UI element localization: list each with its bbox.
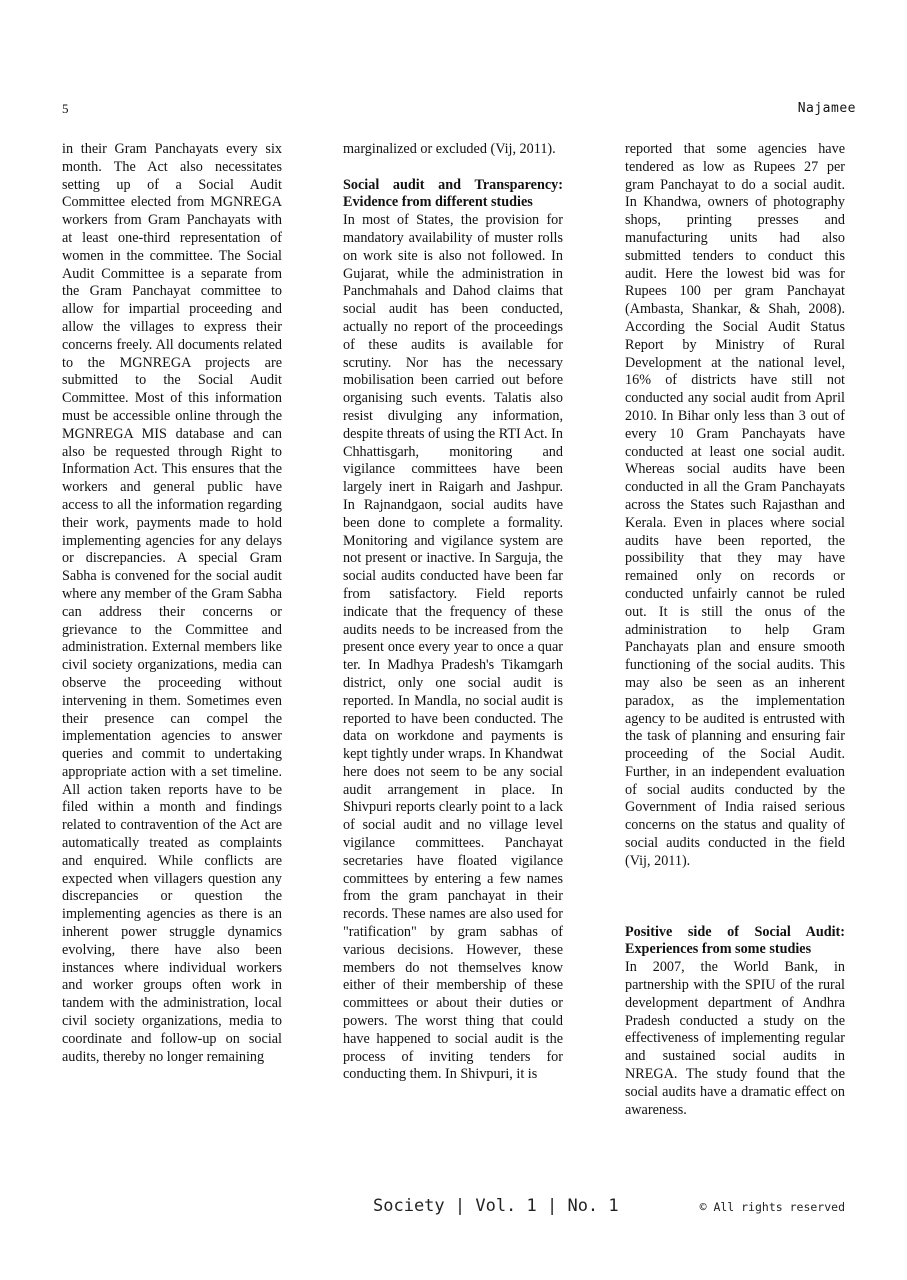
running-header-author: Najamee [797, 101, 856, 116]
body-paragraph: reported that some agencies have tendered as low as Rupees 27 per gram Panchayat to do a social audit. In Khandwa, owners of photography shops, printing presses and manufacturing units had also submitted tenders to conduct this audit. Here the lowest bid was for Rupees 100 per gram Panchayat (Ambasta, Shankar, & Shah, 2008). According the Social Audit Status Report by Ministry of Rural Development at the national level, 16% of districts have still not conducted any social audit from April 2010. In Bihar only less than 3 out of every 10 Gram Panchayats have conducted at least one social audit. Whereas social audits have been conducted in all the Gram Panchayats across the States such Rajasthan and Kerala. Even in places where social audits have been reported, the possibility that they may have remained only on records or conducted unfairly cannot be ruled out. It is still the onus of the administration to help Gram Panchayats plan and ensure smooth functioning of the social audits. This may also be seen as an inherent paradox, as the implementation agency to be audited is entrusted with the task of planning and ensuring fair proceeding of the Social Audit. Further, in an independent evaluation of social audits conducted by the Government of India raised serious concerns on the status and quality of social audits conducted in the field (Vij, 2011). [625, 141, 845, 869]
column-1 [62, 141, 282, 1066]
copyright-notice: © All rights reserved [699, 1200, 845, 1214]
section-heading: Positive side of Social Audit: Experiences from some studies [625, 923, 845, 958]
column-3 [625, 141, 845, 1119]
body-paragraph: In 2007, the World Bank, in partnership with the SPIU of the rural development department of Andhra Pradesh conducted a study on the effectiveness of implementing regular and sustained social audits in NREGA. The study found that the social audits have a dramatic effect on awareness. [625, 959, 845, 1118]
body-paragraph: In most of States, the provision for mandatory availability of muster rolls on work site is also not followed. In Gujarat, while the administration in Panchmahals and Dahod claims that social audit has been conducted, actually no report of the proceedings of these audits is available for scrutiny. Nor has the necessary mobilisation been carried out before organising such events. Talatis also resist divulging any information, despite threats of using the RTI Act. In Chhattisgarh, monitoring and vigilance committees have been largely inert in Raigarh and Jashpur. In Rajnandgaon, social audits have been done to complete a formality. Monitoring and vigilance system are not present or inactive. In Sarguja, the social audits conducted have been far from satisfactory. Field reports indicate that the frequency of these audits needs to be increased from the present once every year to once a quar ter. In Madhya Pradesh's Tikamgarh district, only one social audit is reported. In Mandla, no social audit is reported to have been conducted. The data on workdone and payments is kept tightly under wraps. In Khandwat here does not seem to be any social audit arrangement in place. In Shivpuri reports clearly point to a lack of social audit and no village level vigilance committees. Panchayat secretaries have floated vigilance committees by entering a few names from the gram panchayat in their records. These names are also used for "ratification" by gram sabhas of various decisions. However, these members do not themselves know either of their membership of these committees or about their duties or powers. The worst thing that could have happened to social audit is the process of inviting tenders for conducting them. In Shivpuri, it is [343, 212, 563, 1083]
page-number: 5 [62, 101, 69, 116]
body-paragraph: in their Gram Panchayats every six month. The Act also necessitates setting up of a Social Audit Committee elected from MGNREGA workers from Gram Panchayats with at least one-third representation of women in the committee. The Social Audit Committee is a separate from the Gram Panchayat committee to allow for impartial proceeding and allow the villages to express their concerns freely. All documents related to the MGNREGA projects are submitted to the Social Audit Committee. Most of this information must be accessible online through the MGNREGA MIS database and can also be requested through Right to Information Act. This ensures that the workers and general public have access to all the information regarding their work, payments made to hold implementing agencies for any delays or discrepancies. A special Gram Sabha is convened for the social audit where any member of the Gram Sabha can address their concerns or grievance to the Committee and administration. External members like civil society organizations, media can observe the proceeding without intervening in them. Sometimes even their presence can compel the implementation agencies to answer queries and commit to undertaking appropriate action with a set timeline. All action taken reports have to be filed within a month and findings related to contravention of the Act are automatically treated as complaints and enquired. While conflicts are expected when villagers question any discrepancies or question the implementing agencies as there is an inherent power struggle dynamics evolving, there have also been instances where individual workers and worker groups often work in tandem with the administration, local civil society organizations, media to coordinate and follow-up on social audits, thereby no longer remaining [62, 141, 282, 1065]
body-paragraph: marginalized or excluded (Vij, 2011). [343, 141, 556, 157]
paragraph-spacer [343, 159, 563, 177]
section-spacer [625, 871, 845, 924]
section-heading: Social audit and Transparency: Evidence from different studies [343, 176, 563, 211]
column-2 [343, 141, 563, 1084]
journal-footer: Society | Vol. 1 | No. 1 [373, 1196, 619, 1216]
